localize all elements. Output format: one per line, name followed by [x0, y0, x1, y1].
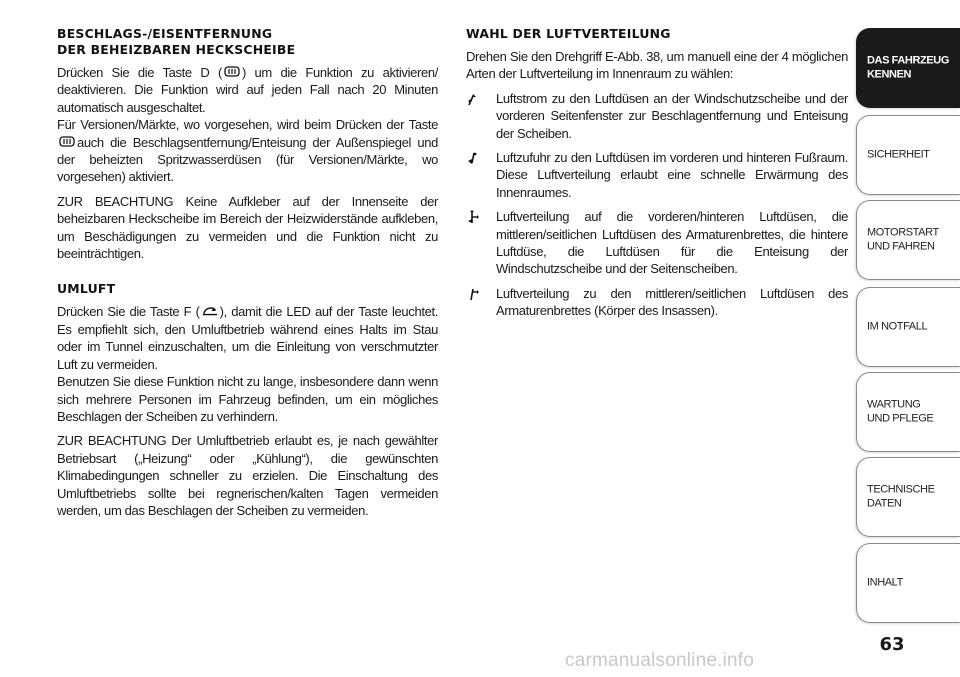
list-item: [466, 208, 848, 278]
paragraph-text: Drücken Sie die Taste F (: [57, 304, 200, 320]
watermark: carmanualsonline.info: [565, 650, 755, 671]
list-item: [466, 90, 848, 142]
right-column: [466, 26, 848, 327]
section-heading-air-distribution: WAHL DER LUFTVERTEILUNG: [466, 26, 671, 41]
tab-inhalt[interactable]: [856, 543, 960, 623]
rear-defrost-icon: [224, 66, 240, 78]
paragraph-air-distribution-intro: Drehen Sie den Drehgriff E-Abb. 38, um manuell eine der 4 möglichen Arten der Luftverteilung im Innenraum zu wählen:: [466, 49, 848, 82]
tab-label: WARTUNG UND PFLEGE: [867, 398, 934, 424]
airflow-face-icon: [466, 287, 480, 301]
paragraph-text: ) um die Funktion zu aktivieren/ deaktivieren. Die Funktion wird auf jeden Fall nach 20 Minuten automatisch ausgeschaltet.: [57, 65, 438, 115]
tab-label: DAS FAHRZEUG KENNEN: [867, 54, 949, 80]
list-item: [466, 149, 848, 201]
paragraph-text: Drücken Sie die Taste D (: [57, 65, 222, 80]
airflow-mixed-icon: [466, 210, 480, 224]
list-item-text: Luftzufuhr zu den Luftdüsen im vorderen und hinteren Fußraum. Diese Luftverteilung erlaubt eine schnelle Erwärmung des Innenraumes.: [496, 150, 848, 200]
list-item: [466, 285, 848, 320]
tab-technische-daten[interactable]: [856, 457, 960, 537]
list-item-text: Luftverteilung auf die vorderen/hinteren Luftdüsen, die mittleren/seitlichen Luftdüsen des Armaturenbrettes, die hintere Luftdüse, die Luftdüsen für die Enteisung der Windschutzscheibe und der Seitenscheiben.: [496, 209, 848, 277]
heading-line-2: DER BEHEIZBAREN HECKSCHEIBE: [57, 42, 296, 57]
section-heading-recirculation: UMLUFT: [57, 281, 116, 297]
tab-label: IM NOTFALL: [867, 320, 928, 333]
section-tabs: [856, 0, 960, 677]
recirculation-icon: [202, 305, 218, 317]
paragraph-text: Für Versionen/Märkte, wo vorgesehen, wird beim Drücken der Taste: [57, 117, 438, 133]
paragraph-recirculation: [57, 303, 438, 425]
tab-das-fahrzeug-kennen[interactable]: [856, 28, 960, 108]
tab-wartung-und-pflege[interactable]: [856, 372, 960, 452]
airflow-windscreen-icon: [466, 92, 480, 106]
paragraph-text: Benutzen Sie diese Funktion nicht zu lange, insbesondere dann wenn sich mehrere Personen im Fahrzeug befinden, um ein mögliches Beschlagen der Scheiben zu verhindern.: [57, 374, 438, 424]
paragraph-text: auch die Beschlagsentfernung/Enteisung der Außenspiegel und der beheizten Spritzwasserdüsen (für Versionen/Märkte, wo vorgesehen) aktiviert.: [57, 134, 438, 185]
rear-defrost-icon: [59, 136, 75, 148]
list-item-text: Luftverteilung zu den mittleren/seitlichen Luftdüsen des Armaturenbrettes (Körper des Insassen).: [496, 285, 848, 319]
tab-label: INHALT: [867, 576, 903, 589]
paragraph-note-defrost: ZUR BEACHTUNG Keine Aufkleber auf der Innenseite der beheizbaren Heckscheibe im Bereich der Heizwiderstände aufkleben, um Beschädigungen zu vermeiden und die Funktion nicht zu beeinträchtigen.: [57, 193, 438, 262]
paragraph-text: ), damit die LED auf der Taste leuchtet. Es empfiehlt sich, den Umluftbetrieb während eines Halts im Stau oder im Tunnel einzuschalten, um die Einleitung von verschmutzter Luft zu vermeiden.: [57, 304, 438, 372]
tab-sicherheit[interactable]: [856, 115, 960, 195]
page-number: 63: [879, 634, 905, 655]
left-column: [57, 26, 438, 526]
tab-label: MOTORSTART UND FAHREN: [867, 226, 939, 252]
heading-line-1: BESCHLAGS-/EISENTFERNUNG: [57, 26, 273, 41]
paragraph-note-recirculation: ZUR BEACHTUNG Der Umluftbetrieb erlaubt es, je nach gewählter Betriebsart („Heizung“ oder „Kühlung“), die gewünschten Klimabedingungen schneller zu erzielen. Die Einschaltung des Umluftbetriebs sollte bei regnerischen/kalten Tagen vermeiden werden, um das Beschlagen der Scheiben zu vermeiden.: [57, 433, 438, 518]
airflow-feet-icon: [466, 151, 480, 165]
tab-label: SICHERHEIT: [867, 148, 930, 161]
tab-im-notfall[interactable]: [856, 287, 960, 367]
section-heading-defrost: [57, 26, 438, 58]
paragraph-defrost: [57, 64, 438, 186]
list-item-text: Luftstrom zu den Luftdüsen an der Windschutzscheibe und der vorderen Seitenfenster zur Beschlagentfernung und Enteisung der Scheiben.: [496, 90, 848, 141]
tab-motorstart-und-fahren[interactable]: [856, 200, 960, 280]
tab-label: TECHNISCHE DATEN: [867, 483, 935, 509]
